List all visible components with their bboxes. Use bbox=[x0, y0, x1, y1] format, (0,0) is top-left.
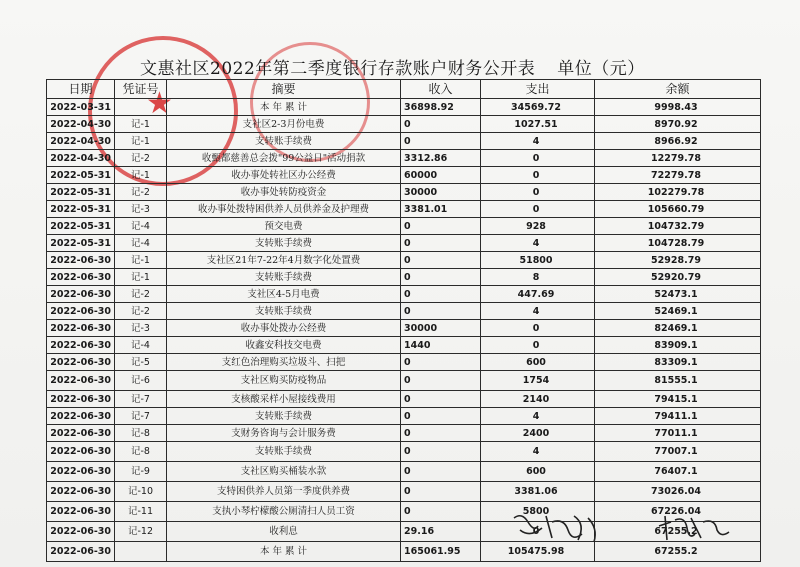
cell-summary: 收利息 bbox=[167, 522, 401, 542]
cell-income: 30000 bbox=[401, 184, 481, 201]
header-balance: 余额 bbox=[595, 80, 761, 99]
cell-summary: 支转账手续费 bbox=[167, 133, 401, 150]
cell-date: 2022-06-30 bbox=[47, 408, 115, 425]
cell-balance: 104728.79 bbox=[595, 235, 761, 252]
cell-summary: 支社区购买桶装水款 bbox=[167, 462, 401, 482]
cell-summary: 本 年 累 计 bbox=[167, 99, 401, 116]
cell-balance: 52928.79 bbox=[595, 252, 761, 269]
cell-summary: 支执小琴柠檬酸公厕清扫人员工资 bbox=[167, 502, 401, 522]
table-row bbox=[47, 462, 761, 482]
cell-income: 36898.92 bbox=[401, 99, 481, 116]
cell-income: 0 bbox=[401, 371, 481, 391]
unit-label: 单位（元） bbox=[557, 59, 645, 79]
cell-date: 2022-06-30 bbox=[47, 502, 115, 522]
cell-expense: 4 bbox=[481, 303, 595, 320]
header-income: 收入 bbox=[401, 80, 481, 99]
cell-income: 0 bbox=[401, 502, 481, 522]
cell-expense: 2140 bbox=[481, 391, 595, 408]
cell-income: 0 bbox=[401, 391, 481, 408]
cell-summary: 支转账手续费 bbox=[167, 269, 401, 286]
cell-expense: 4 bbox=[481, 133, 595, 150]
cell-expense: 0 bbox=[481, 184, 595, 201]
cell-expense: 4 bbox=[481, 442, 595, 462]
table-row bbox=[47, 320, 761, 337]
cell-balance: 102279.78 bbox=[595, 184, 761, 201]
header-voucher: 凭证号 bbox=[115, 80, 167, 99]
signature-2 bbox=[655, 512, 735, 544]
cell-summary: 支转账手续费 bbox=[167, 303, 401, 320]
cell-voucher: 记-1 bbox=[115, 116, 167, 133]
cell-date: 2022-05-31 bbox=[47, 235, 115, 252]
cell-voucher: 记-3 bbox=[115, 320, 167, 337]
cell-expense: 4 bbox=[481, 235, 595, 252]
cell-balance: 83309.1 bbox=[595, 354, 761, 371]
cell-income: 165061.95 bbox=[401, 542, 481, 562]
cell-balance: 76407.1 bbox=[595, 462, 761, 482]
cell-voucher: 记-2 bbox=[115, 286, 167, 303]
cell-income: 0 bbox=[401, 269, 481, 286]
cell-balance: 9998.43 bbox=[595, 99, 761, 116]
table-row bbox=[47, 99, 761, 116]
table-row bbox=[47, 391, 761, 408]
table-row bbox=[47, 303, 761, 320]
cell-voucher: 记-2 bbox=[115, 303, 167, 320]
cell-expense: 1027.51 bbox=[481, 116, 595, 133]
cell-date: 2022-06-30 bbox=[47, 371, 115, 391]
table-row bbox=[47, 201, 761, 218]
cell-income: 0 bbox=[401, 408, 481, 425]
cell-expense: 51800 bbox=[481, 252, 595, 269]
cell-balance: 52920.79 bbox=[595, 269, 761, 286]
cell-voucher: 记-3 bbox=[115, 201, 167, 218]
cell-expense: 1754 bbox=[481, 371, 595, 391]
page-title bbox=[140, 54, 700, 79]
cell-income: 0 bbox=[401, 218, 481, 235]
cell-summary: 支红色治理购买垃圾斗、扫把 bbox=[167, 354, 401, 371]
cell-date: 2022-03-31 bbox=[47, 99, 115, 116]
cell-balance: 73026.04 bbox=[595, 482, 761, 502]
cell-voucher: 记-9 bbox=[115, 462, 167, 482]
cell-date: 2022-06-30 bbox=[47, 462, 115, 482]
cell-voucher: 记-8 bbox=[115, 425, 167, 442]
cell-balance: 83909.1 bbox=[595, 337, 761, 354]
table-row bbox=[47, 482, 761, 502]
table-row bbox=[47, 167, 761, 184]
cell-expense: 8 bbox=[481, 269, 595, 286]
cell-voucher: 记-1 bbox=[115, 167, 167, 184]
header-row bbox=[47, 80, 761, 99]
table-row bbox=[47, 218, 761, 235]
cell-expense: 0 bbox=[481, 522, 595, 542]
cell-expense: 600 bbox=[481, 462, 595, 482]
cell-expense: 447.69 bbox=[481, 286, 595, 303]
cell-balance: 77007.1 bbox=[595, 442, 761, 462]
cell-voucher: 记-5 bbox=[115, 354, 167, 371]
cell-summary: 收办事处转社区办公经费 bbox=[167, 167, 401, 184]
cell-date: 2022-06-30 bbox=[47, 320, 115, 337]
cell-date: 2022-06-30 bbox=[47, 303, 115, 320]
table-row bbox=[47, 337, 761, 354]
cell-voucher bbox=[115, 542, 167, 562]
table-row bbox=[47, 235, 761, 252]
cell-date: 2022-06-30 bbox=[47, 354, 115, 371]
table-row bbox=[47, 408, 761, 425]
table-row bbox=[47, 371, 761, 391]
cell-voucher: 记-11 bbox=[115, 502, 167, 522]
cell-summary: 支核酸采样小屋接线费用 bbox=[167, 391, 401, 408]
cell-balance: 52469.1 bbox=[595, 303, 761, 320]
cell-balance: 67226.04 bbox=[595, 502, 761, 522]
cell-summary: 支社区2-3月份电费 bbox=[167, 116, 401, 133]
table-row bbox=[47, 442, 761, 462]
cell-income: 30000 bbox=[401, 320, 481, 337]
table-row bbox=[47, 522, 761, 542]
cell-income: 0 bbox=[401, 425, 481, 442]
cell-income: 0 bbox=[401, 133, 481, 150]
cell-voucher: 记-1 bbox=[115, 133, 167, 150]
cell-date: 2022-05-31 bbox=[47, 218, 115, 235]
cell-summary: 支转账手续费 bbox=[167, 442, 401, 462]
cell-voucher: 记-4 bbox=[115, 235, 167, 252]
table-row bbox=[47, 184, 761, 201]
cell-voucher: 记-4 bbox=[115, 218, 167, 235]
signature-1 bbox=[508, 508, 608, 548]
cell-balance: 67255.2 bbox=[595, 522, 761, 542]
cell-expense: 2400 bbox=[481, 425, 595, 442]
cell-income: 0 bbox=[401, 442, 481, 462]
cell-date: 2022-04-30 bbox=[47, 133, 115, 150]
cell-voucher: 记-2 bbox=[115, 150, 167, 167]
cell-income: 0 bbox=[401, 462, 481, 482]
cell-expense: 4 bbox=[481, 408, 595, 425]
cell-summary: 预交电费 bbox=[167, 218, 401, 235]
cell-voucher: 记-7 bbox=[115, 408, 167, 425]
cell-income: 0 bbox=[401, 252, 481, 269]
cell-voucher: 记-7 bbox=[115, 391, 167, 408]
header-date: 日期 bbox=[47, 80, 115, 99]
cell-date: 2022-04-30 bbox=[47, 116, 115, 133]
cell-summary: 收办事处拨办公经费 bbox=[167, 320, 401, 337]
cell-summary: 本 年 累 计 bbox=[167, 542, 401, 562]
cell-expense: 34569.72 bbox=[481, 99, 595, 116]
cell-expense: 5800 bbox=[481, 502, 595, 522]
cell-date: 2022-06-30 bbox=[47, 442, 115, 462]
cell-income: 60000 bbox=[401, 167, 481, 184]
cell-income: 29.16 bbox=[401, 522, 481, 542]
cell-summary: 收办事处转防疫资金 bbox=[167, 184, 401, 201]
cell-expense: 0 bbox=[481, 201, 595, 218]
cell-date: 2022-06-30 bbox=[47, 522, 115, 542]
cell-voucher: 记-10 bbox=[115, 482, 167, 502]
cell-summary: 支转账手续费 bbox=[167, 235, 401, 252]
cell-income: 0 bbox=[401, 116, 481, 133]
table-row bbox=[47, 116, 761, 133]
cell-date: 2022-05-31 bbox=[47, 167, 115, 184]
cell-date: 2022-05-31 bbox=[47, 201, 115, 218]
cell-expense: 0 bbox=[481, 150, 595, 167]
cell-date: 2022-06-30 bbox=[47, 286, 115, 303]
cell-summary: 收甄都慈善总会拨"99公益日"活动捐款 bbox=[167, 150, 401, 167]
table-row bbox=[47, 150, 761, 167]
cell-date: 2022-06-30 bbox=[47, 391, 115, 408]
cell-expense: 928 bbox=[481, 218, 595, 235]
cell-income: 0 bbox=[401, 303, 481, 320]
cell-voucher bbox=[115, 99, 167, 116]
cell-date: 2022-06-30 bbox=[47, 425, 115, 442]
cell-balance: 72279.78 bbox=[595, 167, 761, 184]
header-summary: 摘要 bbox=[167, 80, 401, 99]
cell-voucher: 记-1 bbox=[115, 252, 167, 269]
cell-voucher: 记-6 bbox=[115, 371, 167, 391]
cell-income: 0 bbox=[401, 354, 481, 371]
cell-balance: 79415.1 bbox=[595, 391, 761, 408]
cell-balance: 77011.1 bbox=[595, 425, 761, 442]
cell-income: 0 bbox=[401, 235, 481, 252]
cell-summary: 收办事处拨特困供养人员供养金及护理费 bbox=[167, 201, 401, 218]
table-row bbox=[47, 133, 761, 150]
cell-balance: 8970.92 bbox=[595, 116, 761, 133]
cell-date: 2022-04-30 bbox=[47, 150, 115, 167]
cell-date: 2022-05-31 bbox=[47, 184, 115, 201]
cell-summary: 支特困供养人员第一季度供养费 bbox=[167, 482, 401, 502]
cell-summary: 收鑫安科技交电费 bbox=[167, 337, 401, 354]
seal-star-icon: ★ bbox=[146, 86, 173, 121]
ledger-body bbox=[47, 99, 761, 562]
cell-balance: 105660.79 bbox=[595, 201, 761, 218]
table-row bbox=[47, 502, 761, 522]
cell-balance: 82469.1 bbox=[595, 320, 761, 337]
cell-expense: 3381.06 bbox=[481, 482, 595, 502]
cell-date: 2022-06-30 bbox=[47, 482, 115, 502]
table-row bbox=[47, 269, 761, 286]
cell-expense: 600 bbox=[481, 354, 595, 371]
cell-income: 1440 bbox=[401, 337, 481, 354]
table-row bbox=[47, 252, 761, 269]
cell-income: 0 bbox=[401, 286, 481, 303]
cell-balance: 52473.1 bbox=[595, 286, 761, 303]
cell-balance: 12279.78 bbox=[595, 150, 761, 167]
cell-balance: 8966.92 bbox=[595, 133, 761, 150]
cell-voucher: 记-8 bbox=[115, 442, 167, 462]
cell-balance: 79411.1 bbox=[595, 408, 761, 425]
cell-voucher: 记-1 bbox=[115, 269, 167, 286]
title-text: 文惠社区2022年第二季度银行存款账户财务公开表 bbox=[140, 59, 536, 79]
cell-balance: 104732.79 bbox=[595, 218, 761, 235]
cell-summary: 支社区购买防疫物品 bbox=[167, 371, 401, 391]
cell-voucher: 记-12 bbox=[115, 522, 167, 542]
cell-summary: 支社区4-5月电费 bbox=[167, 286, 401, 303]
cell-summary: 支财务咨询与会计服务费 bbox=[167, 425, 401, 442]
table-row bbox=[47, 286, 761, 303]
cell-voucher: 记-4 bbox=[115, 337, 167, 354]
cell-income: 3312.86 bbox=[401, 150, 481, 167]
table-row bbox=[47, 425, 761, 442]
ledger-table bbox=[46, 79, 761, 562]
cell-balance: 67255.2 bbox=[595, 542, 761, 562]
cell-voucher: 记-2 bbox=[115, 184, 167, 201]
cell-expense: 0 bbox=[481, 167, 595, 184]
cell-summary: 支社区21年7-22年4月数字化处置费 bbox=[167, 252, 401, 269]
table-row bbox=[47, 354, 761, 371]
header-expense: 支出 bbox=[481, 80, 595, 99]
cell-date: 2022-06-30 bbox=[47, 252, 115, 269]
table-row bbox=[47, 542, 761, 562]
cell-date: 2022-06-30 bbox=[47, 542, 115, 562]
cell-summary: 支转账手续费 bbox=[167, 408, 401, 425]
cell-income: 3381.01 bbox=[401, 201, 481, 218]
cell-date: 2022-06-30 bbox=[47, 337, 115, 354]
cell-income: 0 bbox=[401, 482, 481, 502]
cell-expense: 105475.98 bbox=[481, 542, 595, 562]
cell-balance: 81555.1 bbox=[595, 371, 761, 391]
cell-expense: 0 bbox=[481, 320, 595, 337]
cell-date: 2022-06-30 bbox=[47, 269, 115, 286]
cell-expense: 0 bbox=[481, 337, 595, 354]
